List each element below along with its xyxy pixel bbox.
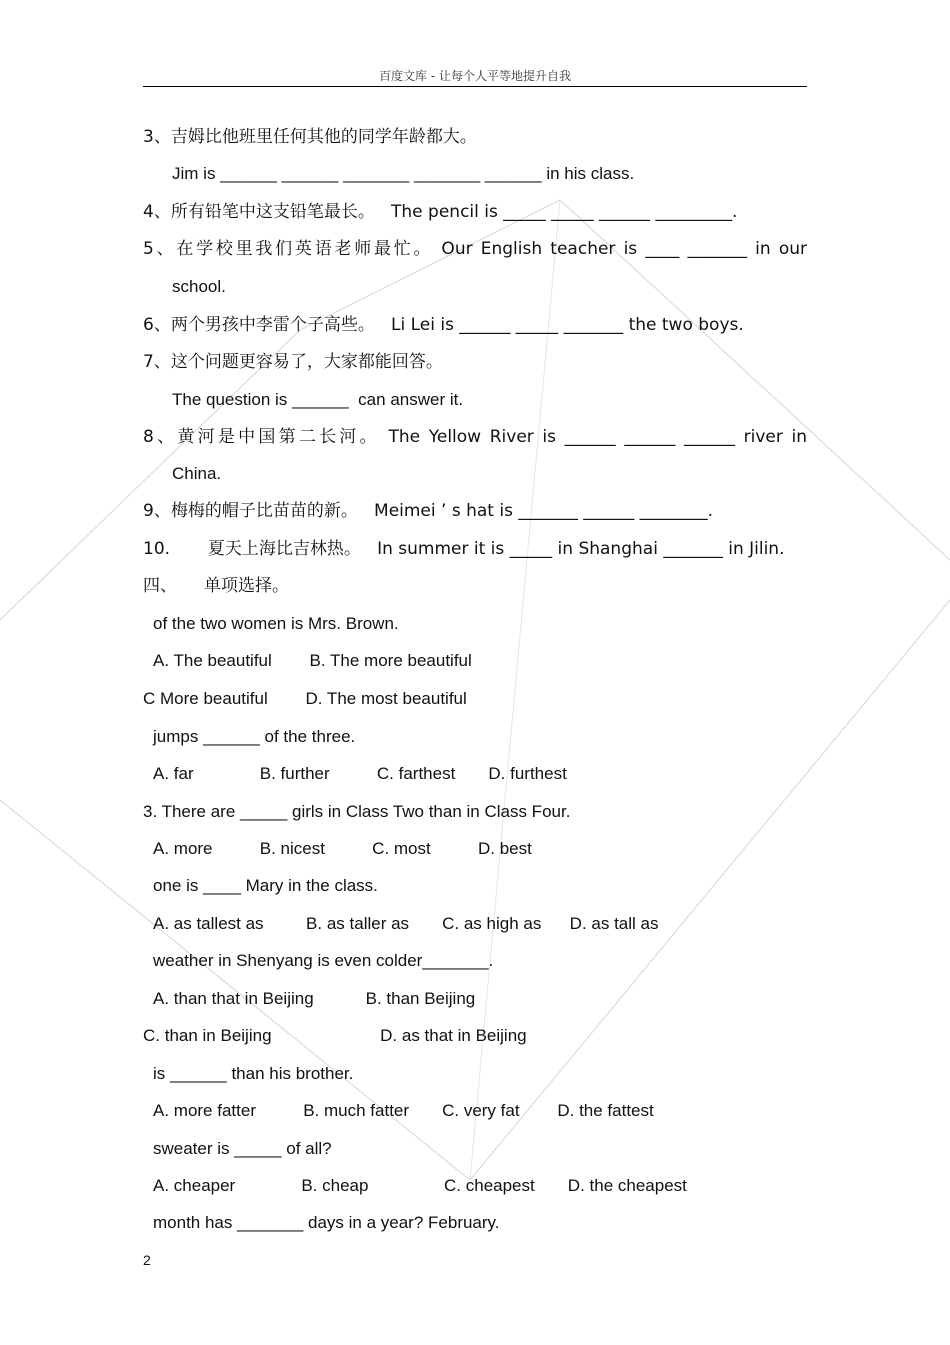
- answer-options: A. more B. nicest C. most D. best: [153, 839, 532, 858]
- question-line: one is ____ Mary in the class.: [153, 876, 378, 895]
- answer-options: C More beautiful D. The most beautiful: [143, 689, 467, 708]
- question-line: 9、梅梅的帽子比苗苗的新。 Meimei ’ s hat is _______ ______ ________.: [143, 501, 714, 521]
- question-line: 3. There are _____ girls in Class Two than in Class Four.: [143, 802, 571, 821]
- question-line: 10. 夏天上海比吉林热。 In summer it is _____ in Shanghai _______ in Jilin.: [143, 539, 785, 559]
- question-line: 8、黄河是中国第二长河。 The Yellow River is ______ ______ ______ river in: [143, 427, 807, 447]
- answer-options: A. as tallest as B. as taller as C. as high as D. as tall as: [153, 914, 659, 933]
- page-number: 2: [143, 1252, 151, 1268]
- watermark-stroke: [0, 600, 950, 1180]
- question-line: jumps ______ of the three.: [153, 727, 356, 746]
- answer-options: A. The beautiful B. The more beautiful: [153, 651, 472, 670]
- question-line: 3、吉姆比他班里任何其他的同学年龄都大。: [143, 127, 477, 147]
- answer-options: A. cheaper B. cheap C. cheapest D. the cheapest: [153, 1176, 687, 1195]
- question-line: 5、在学校里我们英语老师最忙。 Our English teacher is ____ _______ in our: [143, 239, 807, 259]
- question-line: The question is ______ can answer it.: [172, 390, 464, 409]
- answer-options: A. than that in Beijing B. than Beijing: [153, 989, 476, 1008]
- header-rule: [143, 86, 807, 87]
- page-header: 百度文库 - 让每个人平等地提升自我: [379, 69, 571, 83]
- question-line: China.: [172, 464, 222, 483]
- answer-options: C. than in Beijing D. as that in Beijing: [143, 1026, 527, 1045]
- question-line: month has _______ days in a year? February.: [153, 1213, 500, 1232]
- question-line: of the two women is Mrs. Brown.: [153, 614, 399, 633]
- question-line: is ______ than his brother.: [153, 1064, 354, 1083]
- question-line: sweater is _____ of all?: [153, 1139, 332, 1158]
- answer-options: A. far B. further C. farthest D. furthest: [153, 764, 567, 783]
- question-line: 7、这个问题更容易了，大家都能回答。: [143, 352, 443, 372]
- section-heading: 四、 单项选择。: [143, 576, 290, 596]
- question-line: school.: [172, 277, 226, 296]
- question-line: 6、两个男孩中李雷个子高些。 Li Lei is ______ _____ _______ the two boys.: [143, 315, 744, 335]
- question-line: Jim is ______ ______ _______ _______ ______ in his class.: [172, 164, 635, 183]
- question-line: 4、所有铅笔中这支铅笔最长。 The pencil is _____ _____ ______ _________.: [143, 202, 738, 222]
- question-line: weather in Shenyang is even colder_______.: [153, 951, 494, 970]
- answer-options: A. more fatter B. much fatter C. very fat D. the fattest: [153, 1101, 654, 1120]
